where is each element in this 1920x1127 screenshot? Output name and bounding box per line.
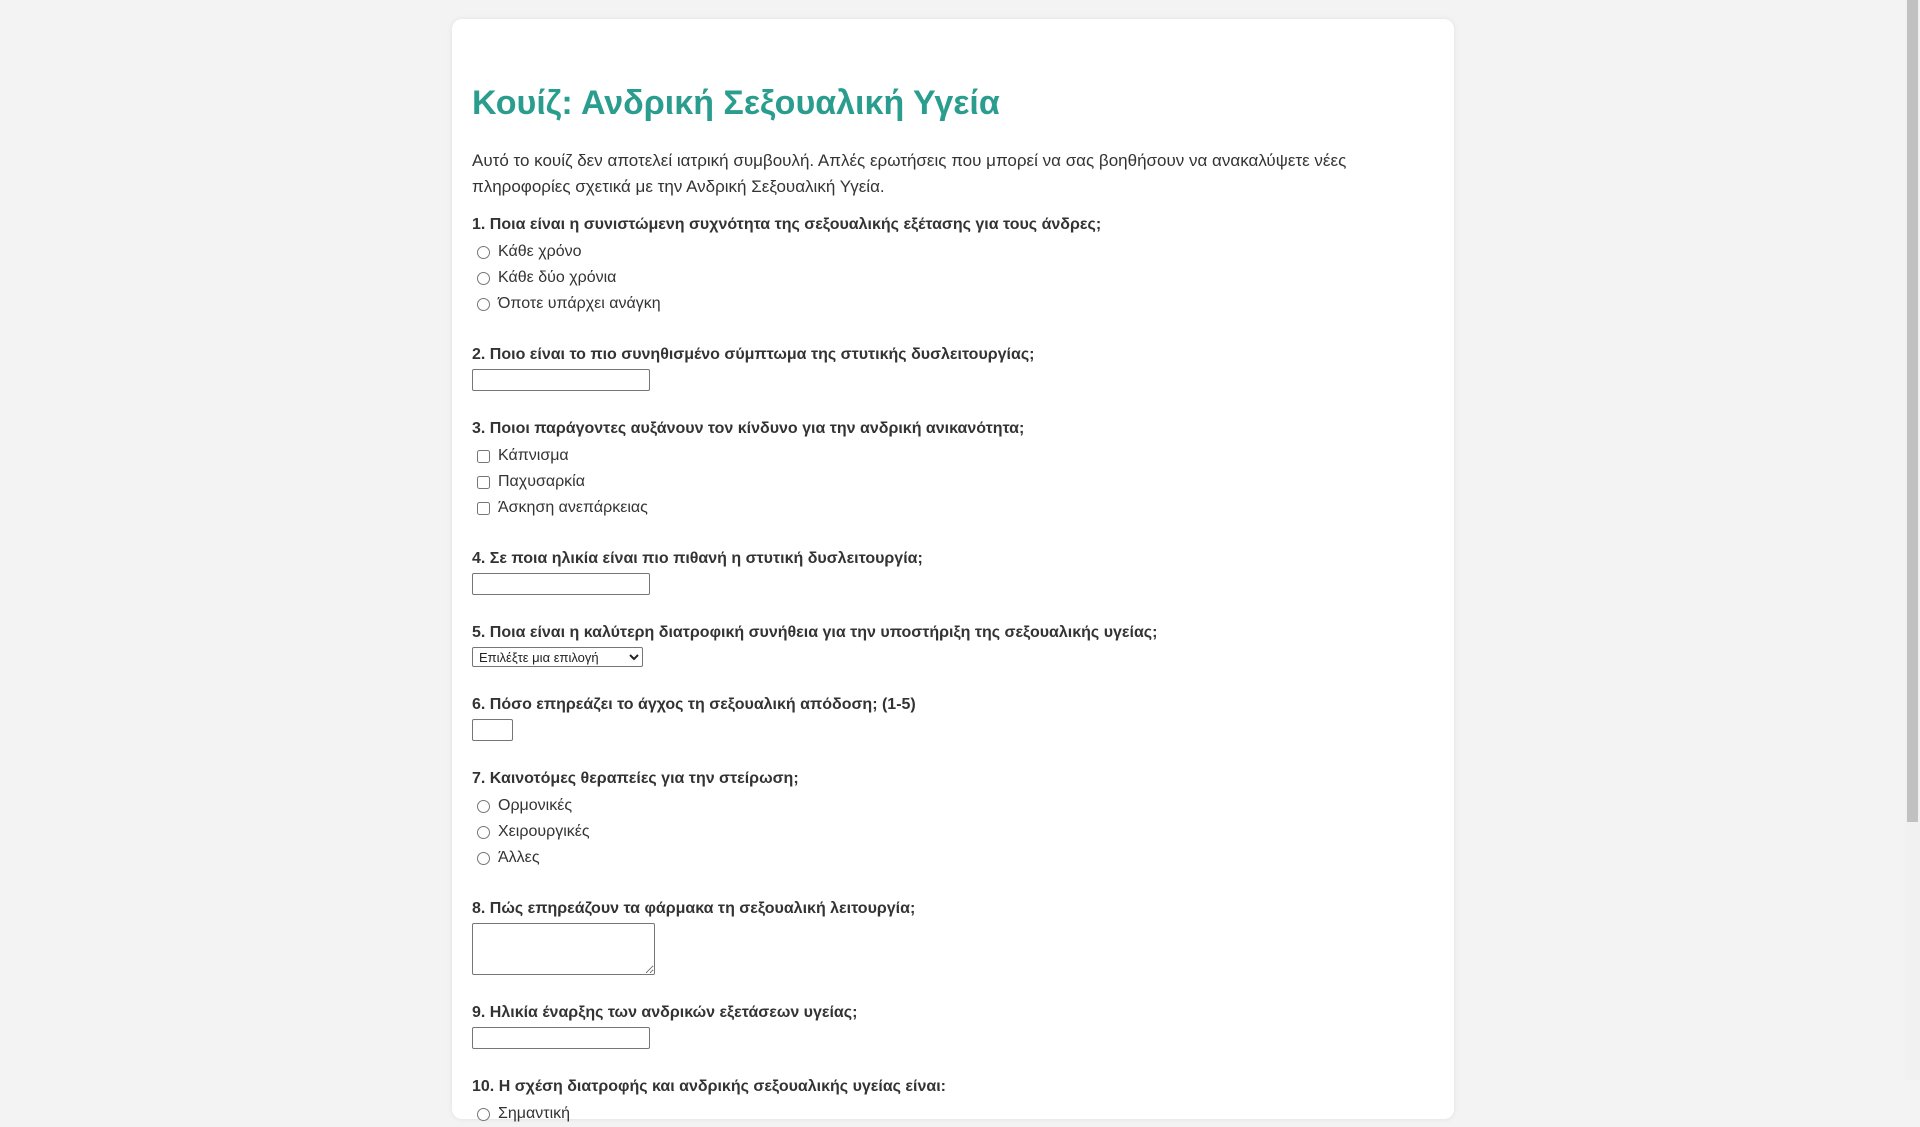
question-2-label: 2. Ποιο είναι το πιο συνηθισμένο σύμπτωμα της στυτικής δυσλειτουργίας; (472, 346, 1035, 363)
question-5 (472, 622, 1432, 667)
question-7 (472, 768, 1432, 871)
question-7-option[interactable] (472, 793, 1432, 819)
question-9-label: 9. Ηλικία έναρξης των ανδρικών εξετάσεων υγείας; (472, 1004, 858, 1021)
scrollbar-thumb[interactable] (1907, 0, 1918, 822)
option-label: Ορμονικές (498, 797, 573, 814)
question-10 (472, 1076, 1432, 1127)
option-label: Χειρουργικές (498, 823, 590, 840)
question-6-number-input[interactable] (472, 719, 513, 741)
radio-button[interactable] (477, 800, 490, 813)
question-3-option[interactable] (472, 469, 1432, 495)
quiz-card (452, 19, 1454, 1122)
checkbox[interactable] (477, 450, 490, 463)
question-2-input[interactable] (472, 369, 650, 391)
question-7-option[interactable] (472, 845, 1432, 871)
option-label: Όποτε υπάρχει ανάγκη (498, 295, 661, 312)
question-3 (472, 418, 1432, 521)
page-title: Κουίζ: Ανδρική Σεξουαλική Υγεία (472, 84, 1000, 122)
question-4-label: 4. Σε ποια ηλικία είναι πιο πιθανή η στυτική δυσλειτουργία; (472, 550, 923, 567)
radio-button[interactable] (477, 298, 490, 311)
question-1-option[interactable] (472, 291, 1432, 317)
question-9-input[interactable] (472, 1027, 650, 1049)
option-label: Κάθε χρόνο (498, 243, 582, 260)
question-1-option[interactable] (472, 265, 1432, 291)
question-2 (472, 344, 1432, 391)
question-1 (472, 214, 1432, 317)
vertical-scrollbar[interactable] (1905, 0, 1920, 1080)
checkbox[interactable] (477, 502, 490, 515)
option-label: Κάθε δύο χρόνια (498, 269, 617, 286)
question-7-label: 7. Καινοτόμες θεραπείες για την στείρωση; (472, 770, 799, 787)
question-3-label: 3. Ποιοι παράγοντες αυξάνουν τον κίνδυνο για την ανδρική ανικανότητα; (472, 420, 1025, 437)
radio-button[interactable] (477, 826, 490, 839)
option-label: Άσκηση ανεπάρκειας (498, 499, 648, 516)
question-6-label: 6. Πόσο επηρεάζει το άγχος τη σεξουαλική απόδοση; (1-5) (472, 696, 916, 713)
question-4-input[interactable] (472, 573, 650, 595)
checkbox[interactable] (477, 476, 490, 489)
radio-button[interactable] (477, 272, 490, 285)
question-9 (472, 1002, 1432, 1049)
question-8-textarea[interactable] (472, 923, 655, 975)
option-label: Άλλες (498, 849, 540, 866)
radio-button[interactable] (477, 1108, 490, 1121)
question-10-option[interactable] (472, 1101, 1432, 1127)
option-label: Παχυσαρκία (498, 473, 585, 490)
question-8-label: 8. Πώς επηρεάζουν τα φάρμακα τη σεξουαλική λειτουργία; (472, 900, 916, 917)
intro-text: Αυτό το κουίζ δεν αποτελεί ιατρική συμβουλή. Απλές ερωτήσεις που μπορεί να σας βοηθήσουν να ανακαλύψετε νέες πληροφορίες σχετικά με την Ανδρική Σεξουαλική Υγεία. (472, 151, 1347, 196)
option-label: Κάπνισμα (498, 447, 569, 464)
radio-button[interactable] (477, 852, 490, 865)
question-7-option[interactable] (472, 819, 1432, 845)
question-5-select[interactable] (472, 647, 643, 667)
question-3-option[interactable] (472, 443, 1432, 469)
question-4 (472, 548, 1432, 595)
option-label: Σημαντική (498, 1105, 571, 1122)
question-5-label: 5. Ποια είναι η καλύτερη διατροφική συνήθεια για την υποστήριξη της σεξουαλικής υγείας; (472, 624, 1158, 641)
radio-button[interactable] (477, 246, 490, 259)
question-8 (472, 898, 1432, 975)
question-3-option[interactable] (472, 495, 1432, 521)
question-10-label: 10. Η σχέση διατροφής και ανδρικής σεξουαλικής υγείας είναι: (472, 1078, 946, 1095)
question-6 (472, 694, 1432, 741)
question-1-option[interactable] (472, 239, 1432, 265)
question-1-label: 1. Ποια είναι η συνιστώμενη συχνότητα της σεξουαλικής εξέτασης για τους άνδρες; (472, 216, 1102, 233)
